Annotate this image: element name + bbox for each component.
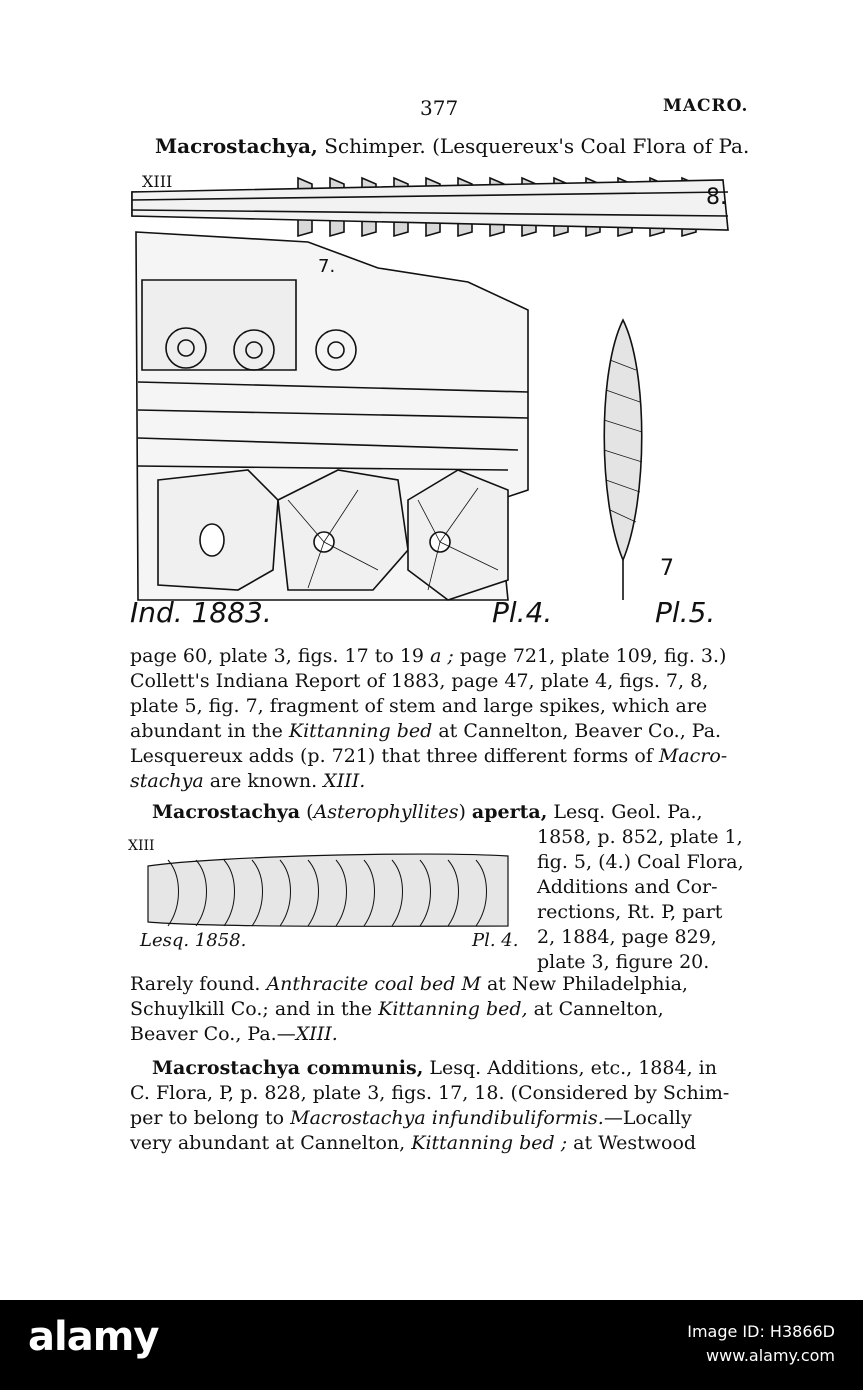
text-run: Macrostachya infundibuliformis. — [290, 1107, 604, 1129]
entry-line — [537, 825, 743, 849]
figure-number-7-stem: 7. — [318, 256, 336, 277]
text-run: Lesq. Geol. Pa., — [547, 801, 703, 823]
text-run: Asterophyllites — [313, 801, 459, 823]
text-run: Macrostachya, — [155, 134, 318, 158]
text-run: Lesq. Additions, etc., 1884, in — [423, 1057, 717, 1079]
alamy-logo: alamy — [28, 1314, 159, 1360]
text-run: at Cannelton, Beaver Co., Pa. — [432, 720, 722, 742]
entry-line — [130, 694, 707, 718]
entry-line — [537, 950, 709, 974]
entry-line — [152, 800, 703, 824]
text-run: Lesquereux's Coal Flora of Pa. — [439, 134, 750, 158]
text-run: are known. — [203, 770, 324, 792]
text-run: Beaver Co., Pa.— — [130, 1023, 296, 1045]
figure-number-7-spike: 7 — [660, 556, 674, 581]
text-run: 1858, p. 852, plate 1, — [537, 826, 743, 848]
image-id: Image ID: H3866D — [687, 1322, 835, 1341]
page-number: 377 — [420, 96, 459, 120]
text-run: abundant in the — [130, 720, 289, 742]
image-id-block — [687, 1320, 835, 1368]
figure-number-8: 8. — [706, 185, 727, 210]
aperta-tag: XIII — [128, 838, 155, 854]
entry-line — [537, 900, 722, 924]
text-run: plate 5, fig. 7, fragment of stem and large spikes, which are — [130, 695, 708, 717]
text-run: Collett's Indiana Report of 1883, page 47, plate 4, figs. 7, 8, — [130, 670, 709, 692]
text-run: Kittanning bed, — [378, 998, 528, 1020]
entry-line — [537, 875, 718, 899]
text-run: plate 3, figure 20. — [537, 951, 710, 973]
figure-label-plate-5: Pl.5. — [655, 596, 716, 629]
text-run: stachya — [130, 770, 204, 792]
text-run: Rarely found. — [130, 973, 267, 995]
entry-line — [130, 744, 727, 768]
text-run: ) — [458, 801, 472, 823]
text-run: Macrostachya communis, — [152, 1057, 424, 1079]
entry-line — [155, 134, 749, 158]
figure-label-aperta-plate: Pl. 4. — [472, 930, 519, 951]
stock-footer-bar — [0, 1300, 863, 1390]
text-run: Additions and Cor- — [537, 876, 718, 898]
text-run: very abundant at Cannelton, — [130, 1132, 412, 1154]
text-run: Kittanning bed ; — [411, 1132, 568, 1154]
text-run: rections, Rt. P, part — [537, 901, 723, 923]
text-run: page 60, plate 3, figs. 17 to 19 — [130, 645, 431, 667]
entry-line — [537, 850, 744, 874]
entry-line — [152, 1056, 717, 1080]
figure-label-lesquereux: Lesq. 1858. — [140, 930, 247, 951]
text-run: page 721, plate 109, fig. 3.) — [453, 645, 727, 667]
site-url: www.alamy.com — [706, 1346, 835, 1365]
entry-line — [130, 644, 726, 668]
text-run: a ; — [430, 645, 454, 667]
text-run: Schimper. ( — [317, 134, 440, 158]
stem-tag: XIII — [142, 172, 173, 191]
entry-line — [130, 1081, 729, 1105]
figure-label-indiana: Ind. 1883. — [130, 596, 272, 629]
text-run: aperta, — [471, 801, 548, 823]
text-run: C. Flora, P, p. 828, plate 3, figs. 17, 18. (Considered by Schim- — [130, 1082, 730, 1104]
text-run: at Westwood — [567, 1132, 697, 1154]
text-run: Macrostachya — [152, 801, 301, 823]
entry-line — [130, 1022, 338, 1046]
entry-line — [130, 972, 688, 996]
figure-label-plate-4: Pl.4. — [492, 596, 553, 629]
text-run: 2, 1884, page 829, — [537, 926, 717, 948]
text-run: Lesquereux adds (p. 721) that three different forms of — [130, 745, 659, 767]
text-run: —Locally — [603, 1107, 692, 1129]
entry-line — [130, 769, 365, 793]
text-run: Macro- — [658, 745, 728, 767]
text-run: Anthracite coal bed M — [266, 973, 481, 995]
entry-line — [130, 1131, 696, 1155]
entry-line — [130, 669, 708, 693]
text-run: Kittanning bed — [288, 720, 433, 742]
macrostachya-stem-illustration — [128, 170, 748, 630]
text-run: fig. 5, (4.) Coal Flora, — [537, 851, 744, 873]
text-run: XIII. — [295, 1023, 338, 1045]
text-run: per to belong to — [130, 1107, 291, 1129]
text-run: at New Philadelphia, — [480, 973, 688, 995]
entry-line — [130, 1106, 692, 1130]
entry-line — [130, 719, 721, 743]
text-run: Schuylkill Co.; and in the — [130, 998, 379, 1020]
text-run: ( — [300, 801, 314, 823]
entry-line — [537, 925, 717, 949]
text-run: at Cannelton, — [527, 998, 664, 1020]
text-run: XIII. — [323, 770, 366, 792]
running-head: MACRO. — [663, 96, 749, 116]
entry-line — [130, 997, 664, 1021]
